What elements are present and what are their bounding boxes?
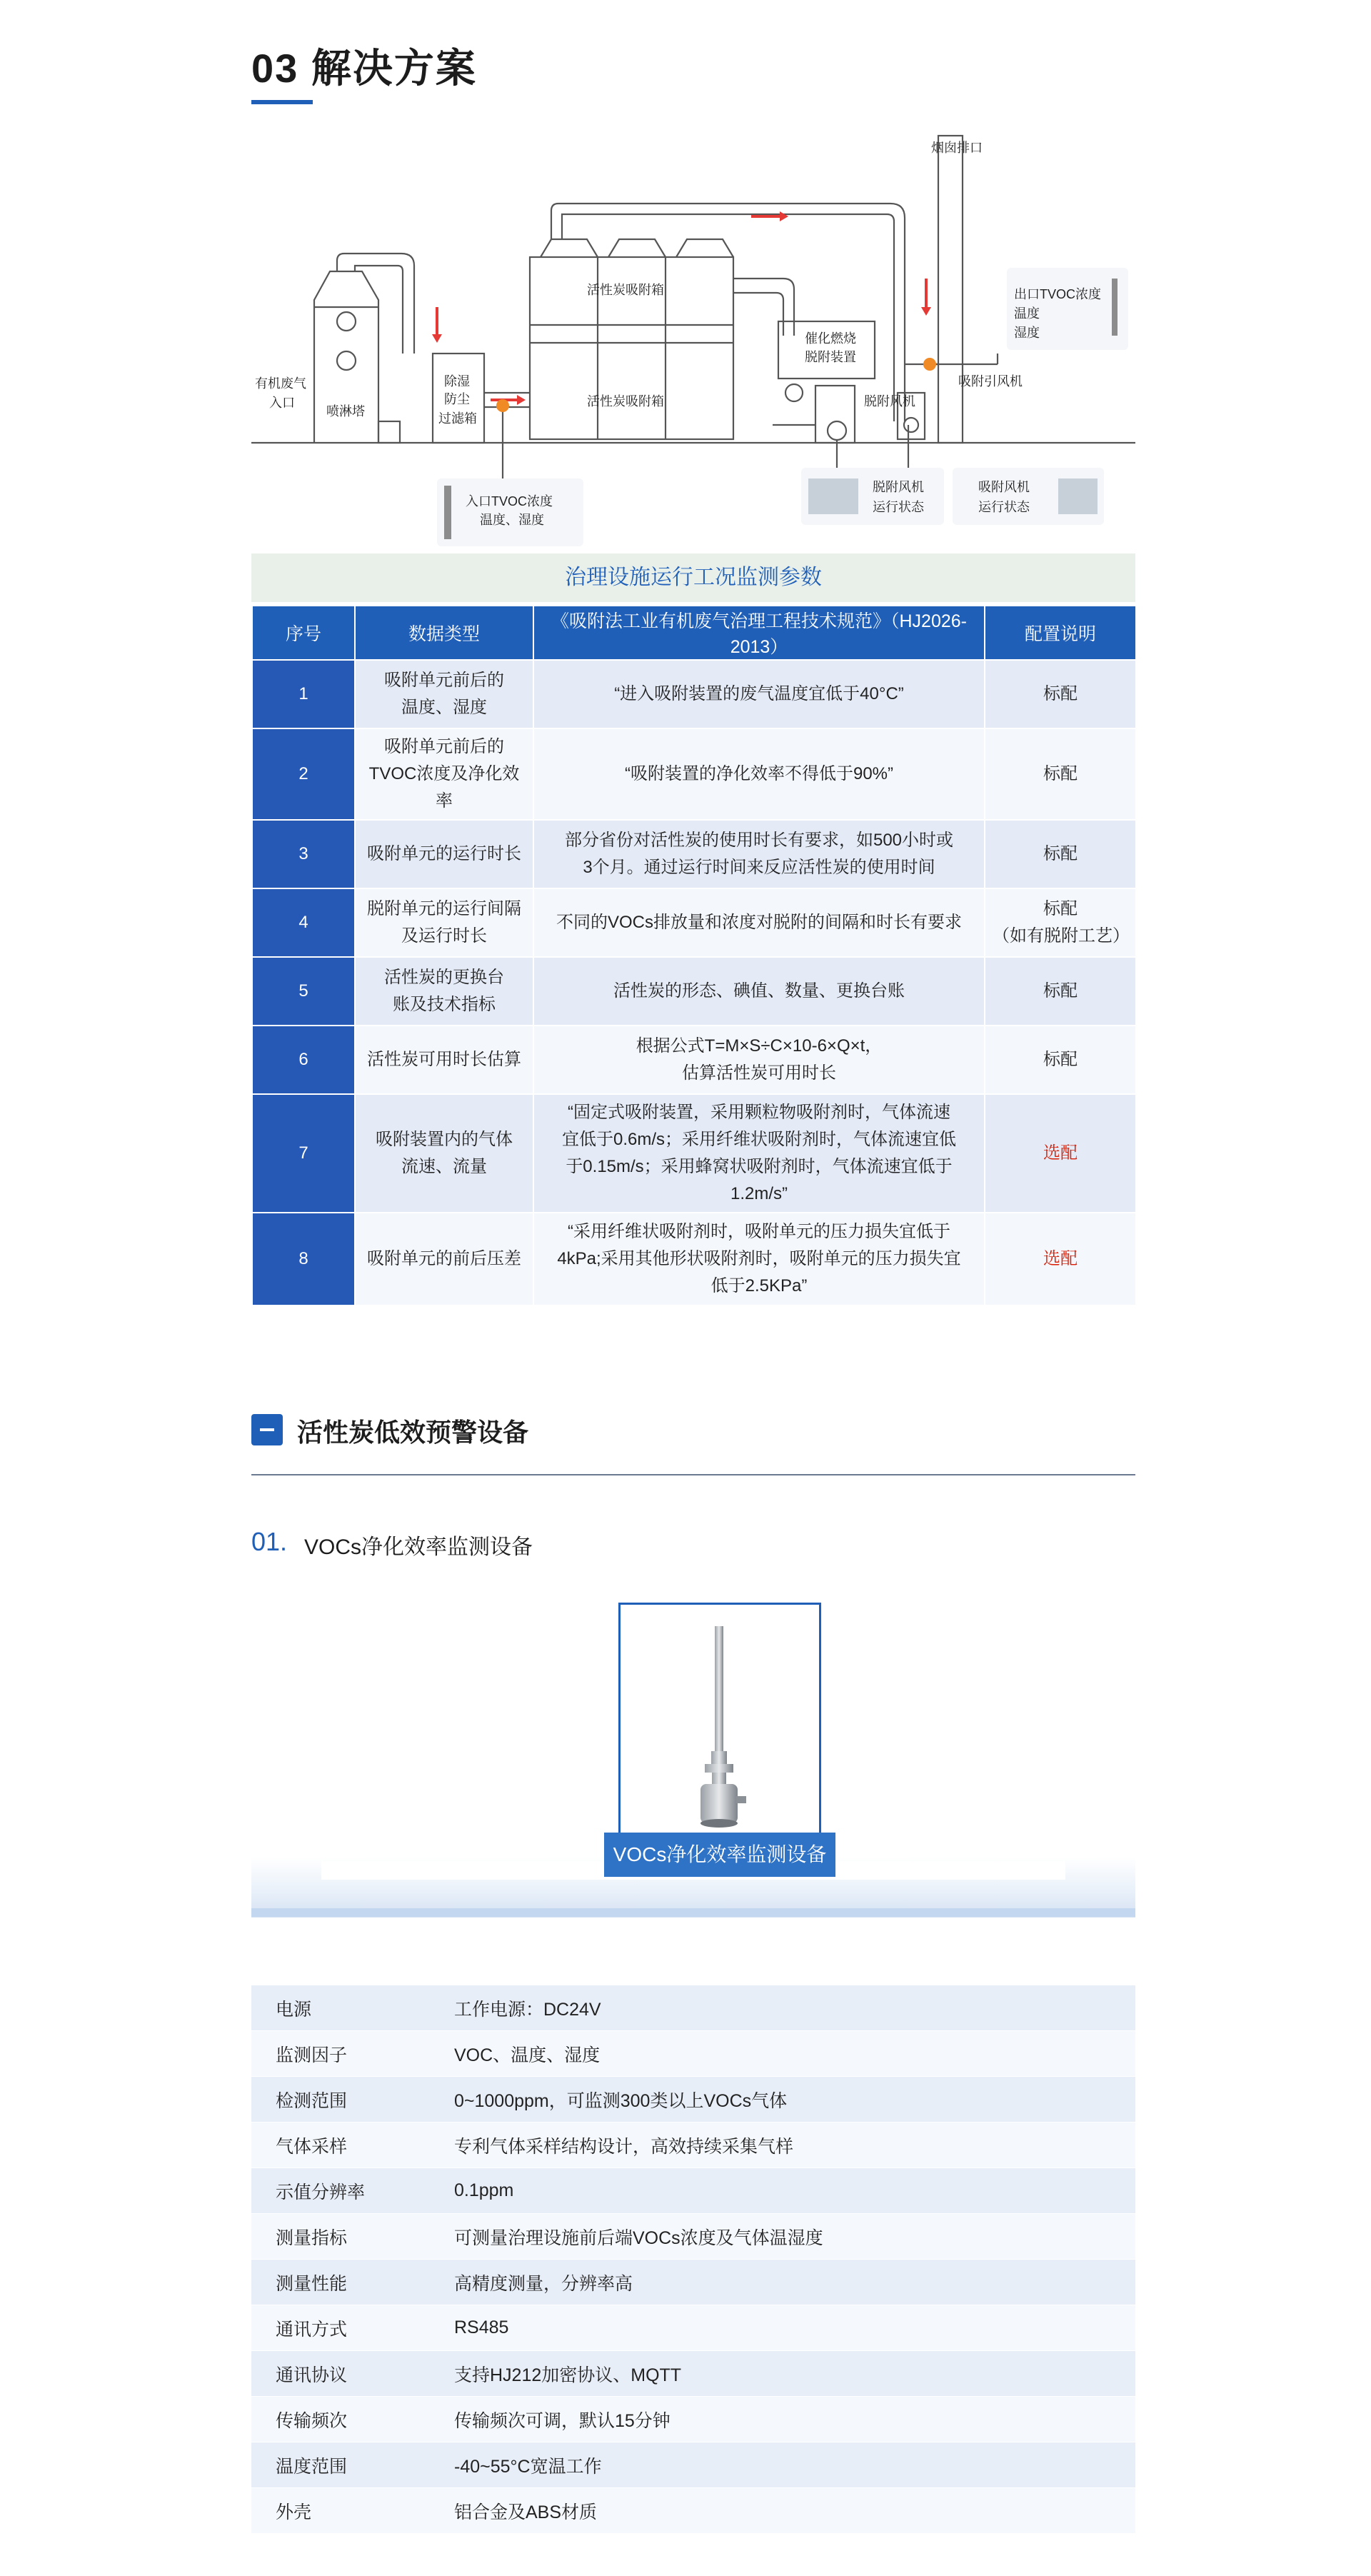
chimney-shape bbox=[938, 136, 963, 443]
spec-value: 0.1ppm bbox=[454, 2168, 1135, 2214]
param-table-row bbox=[252, 660, 1136, 728]
spec-row bbox=[251, 2351, 1135, 2397]
spec-value: 铝合金及ABS材质 bbox=[454, 2488, 1135, 2534]
spec-row bbox=[251, 2123, 1135, 2168]
product-label: VOCs净化效率监测设备 bbox=[604, 1833, 835, 1877]
section-title bbox=[251, 37, 477, 94]
param-cell-config: 选配 bbox=[985, 1094, 1136, 1213]
param-cell-spec: “采用纤维状吸附剂时，吸附单元的压力损失宜低于 4kPa;采用其他形状吸附剂时，吸附单元的压力损失宜 低于2.5KPa” bbox=[533, 1213, 985, 1305]
param-cell-config: 标配 bbox=[985, 820, 1136, 888]
header-type: 数据类型 bbox=[355, 606, 533, 660]
param-cell-type: 吸附单元的前后压差 bbox=[355, 1213, 533, 1305]
spec-row bbox=[251, 2031, 1135, 2077]
label-induced-status-1: 吸附风机 bbox=[978, 480, 1030, 494]
header-no: 序号 bbox=[252, 606, 355, 660]
spec-key: 测量性能 bbox=[251, 2260, 454, 2305]
param-cell-spec: 根据公式T=M×S÷C×10-6×Q×t， 估算活性炭可用时长 bbox=[533, 1026, 985, 1094]
header-config: 配置说明 bbox=[985, 606, 1136, 660]
param-cell-config: 标配 bbox=[985, 660, 1136, 728]
spec-value: RS485 bbox=[454, 2305, 1135, 2351]
param-cell-spec: “吸附装置的净化效率不得低于90%” bbox=[533, 728, 985, 820]
param-table-row bbox=[252, 820, 1136, 888]
param-cell-type: 吸附单元前后的 温度、湿度 bbox=[355, 660, 533, 728]
product-stage-bar bbox=[251, 1908, 1135, 1917]
label-catalytic-1: 催化燃烧 bbox=[805, 331, 856, 346]
label-inlet-gas-2: 入口 bbox=[269, 396, 295, 410]
header-spec: 《吸附法工业有机废气治理工程技术规范》（HJ2026-2013） bbox=[533, 606, 985, 660]
label-induced-fan: 吸附引风机 bbox=[958, 374, 1023, 389]
spec-value: 0~1000ppm，可监测300类以上VOCs气体 bbox=[454, 2077, 1135, 2123]
param-cell-config: 标配 bbox=[985, 957, 1136, 1026]
item-number: 01. bbox=[251, 1527, 288, 1556]
param-cell-type: 吸附单元的运行时长 bbox=[355, 820, 533, 888]
param-cell-spec: “固定式吸附装置，采用颗粒物吸附剂时，气体流速 宜低于0.6m/s；采用纤维状吸附剂时，气体流速宜低 于0.15m/s；采用蜂窝状吸附剂时，气体流速宜低于 1.2m/s” bbox=[533, 1094, 985, 1213]
spec-value: 传输频次可调，默认15分钟 bbox=[454, 2397, 1135, 2442]
param-cell-config: 标配 （如有脱附工艺） bbox=[985, 888, 1136, 957]
spec-key: 气体采样 bbox=[251, 2123, 454, 2168]
label-filter-3: 过滤箱 bbox=[438, 411, 477, 426]
spec-key: 外壳 bbox=[251, 2488, 454, 2534]
label-inlet-tvoc-1: 入口TVOC浓度 bbox=[466, 494, 553, 508]
param-table-row bbox=[252, 957, 1136, 1026]
param-table-row bbox=[252, 1213, 1136, 1305]
section-underline bbox=[251, 100, 313, 104]
param-cell-no: 6 bbox=[252, 1026, 355, 1094]
param-cell-spec: 活性炭的形态、碘值、数量、更换台账 bbox=[533, 957, 985, 1026]
param-cell-spec: “进入吸附装置的废气温度宜低于40°C” bbox=[533, 660, 985, 728]
spec-row bbox=[251, 2077, 1135, 2123]
sensor-probe-image bbox=[621, 1605, 819, 1869]
spec-row bbox=[251, 2305, 1135, 2351]
param-table-row bbox=[252, 1094, 1136, 1213]
label-spray-tower: 喷淋塔 bbox=[326, 404, 365, 419]
param-cell-no: 2 bbox=[252, 728, 355, 820]
label-adsorb-box-top: 活性炭吸附箱 bbox=[587, 283, 664, 297]
spec-key: 测量指标 bbox=[251, 2214, 454, 2260]
param-cell-type: 吸附装置内的气体 流速、流量 bbox=[355, 1094, 533, 1213]
label-filter-1: 除湿 bbox=[444, 374, 470, 389]
spec-value: 专利气体采样结构设计，高效持续采集气样 bbox=[454, 2123, 1135, 2168]
param-cell-type: 活性炭的更换台 账及技术指标 bbox=[355, 957, 533, 1026]
desorb-fan-shape bbox=[828, 421, 846, 440]
label-inlet-tvoc-2: 温度、湿度 bbox=[480, 513, 544, 527]
spec-key: 通讯方式 bbox=[251, 2305, 454, 2351]
param-table-caption: 治理设施运行工况监测参数 bbox=[251, 553, 1135, 602]
spec-key: 监测因子 bbox=[251, 2031, 454, 2077]
label-filter-2: 防尘 bbox=[444, 392, 470, 406]
spec-table bbox=[251, 1985, 1135, 2534]
spec-row bbox=[251, 2260, 1135, 2305]
param-cell-config: 选配 bbox=[985, 1213, 1136, 1305]
spec-value: 支持HJ212加密协议、MQTT bbox=[454, 2351, 1135, 2397]
spec-row bbox=[251, 2442, 1135, 2488]
label-catalytic-2: 脱附装置 bbox=[805, 350, 856, 364]
product-frame bbox=[618, 1603, 821, 1871]
spec-key: 电源 bbox=[251, 1985, 454, 2031]
param-cell-type: 吸附单元前后的 TVOC浓度及净化效率 bbox=[355, 728, 533, 820]
spec-row bbox=[251, 2214, 1135, 2260]
label-desorb-fan: 脱附风机 bbox=[864, 394, 915, 409]
param-table-row bbox=[252, 1026, 1136, 1094]
param-cell-type: 脱附单元的运行间隔 及运行时长 bbox=[355, 888, 533, 957]
spec-value: 高精度测量，分辨率高 bbox=[454, 2260, 1135, 2305]
spec-key: 通讯协议 bbox=[251, 2351, 454, 2397]
param-table-header bbox=[252, 606, 1136, 660]
param-cell-spec: 部分省份对活性炭的使用时长有要求，如500小时或 3个月。通过运行时间来反应活性炭的使用时间 bbox=[533, 820, 985, 888]
spec-value: 工作电源：DC24V bbox=[454, 1985, 1135, 2031]
spec-key: 温度范围 bbox=[251, 2442, 454, 2488]
param-table bbox=[251, 605, 1137, 1306]
spec-value: -40~55°C宽温工作 bbox=[454, 2442, 1135, 2488]
label-inlet-gas-1: 有机废气 bbox=[255, 376, 306, 391]
spec-row bbox=[251, 2488, 1135, 2534]
subsection-title: 活性炭低效预警设备 bbox=[297, 1418, 529, 1447]
label-outlet-humidity: 湿度 bbox=[1014, 326, 1040, 340]
spec-row bbox=[251, 1985, 1135, 2031]
spec-key: 示值分辨率 bbox=[251, 2168, 454, 2214]
label-desorb-status-1: 脱附风机 bbox=[873, 480, 924, 494]
spec-key: 传输频次 bbox=[251, 2397, 454, 2442]
param-cell-type: 活性炭可用时长估算 bbox=[355, 1026, 533, 1094]
param-cell-no: 4 bbox=[252, 888, 355, 957]
item-title: VOCs净化效率监测设备 bbox=[304, 1535, 533, 1559]
param-cell-config: 标配 bbox=[985, 1026, 1136, 1094]
label-desorb-status-2: 运行状态 bbox=[873, 500, 924, 514]
param-cell-spec: 不同的VOCs排放量和浓度对脱附的间隔和时长有要求 bbox=[533, 888, 985, 957]
spec-value: VOC、温度、湿度 bbox=[454, 2031, 1135, 2077]
param-cell-no: 3 bbox=[252, 820, 355, 888]
spec-key: 检测范围 bbox=[251, 2077, 454, 2123]
label-outlet-temp: 温度 bbox=[1014, 306, 1040, 321]
section-number: 03 bbox=[251, 46, 299, 91]
param-table-row bbox=[252, 728, 1136, 820]
label-adsorb-box-bottom: 活性炭吸附箱 bbox=[587, 394, 664, 409]
spec-row bbox=[251, 2397, 1135, 2442]
param-table-row bbox=[252, 888, 1136, 957]
section-name: 解决方案 bbox=[311, 46, 477, 91]
param-cell-no: 7 bbox=[252, 1094, 355, 1213]
label-chimney: 烟囱排口 bbox=[931, 141, 983, 155]
process-diagram bbox=[251, 107, 1135, 550]
param-cell-no: 5 bbox=[252, 957, 355, 1026]
label-induced-status-2: 运行状态 bbox=[978, 500, 1030, 514]
param-cell-no: 1 bbox=[252, 660, 355, 728]
label-outlet-tvoc: 出口TVOC浓度 bbox=[1014, 287, 1102, 301]
spec-value: 可测量治理设施前后端VOCs浓度及气体温湿度 bbox=[454, 2214, 1135, 2260]
subsection-badge bbox=[251, 1414, 283, 1445]
param-cell-config: 标配 bbox=[985, 728, 1136, 820]
spec-row bbox=[251, 2168, 1135, 2214]
subsection-divider bbox=[251, 1474, 1135, 1475]
param-cell-no: 8 bbox=[252, 1213, 355, 1305]
